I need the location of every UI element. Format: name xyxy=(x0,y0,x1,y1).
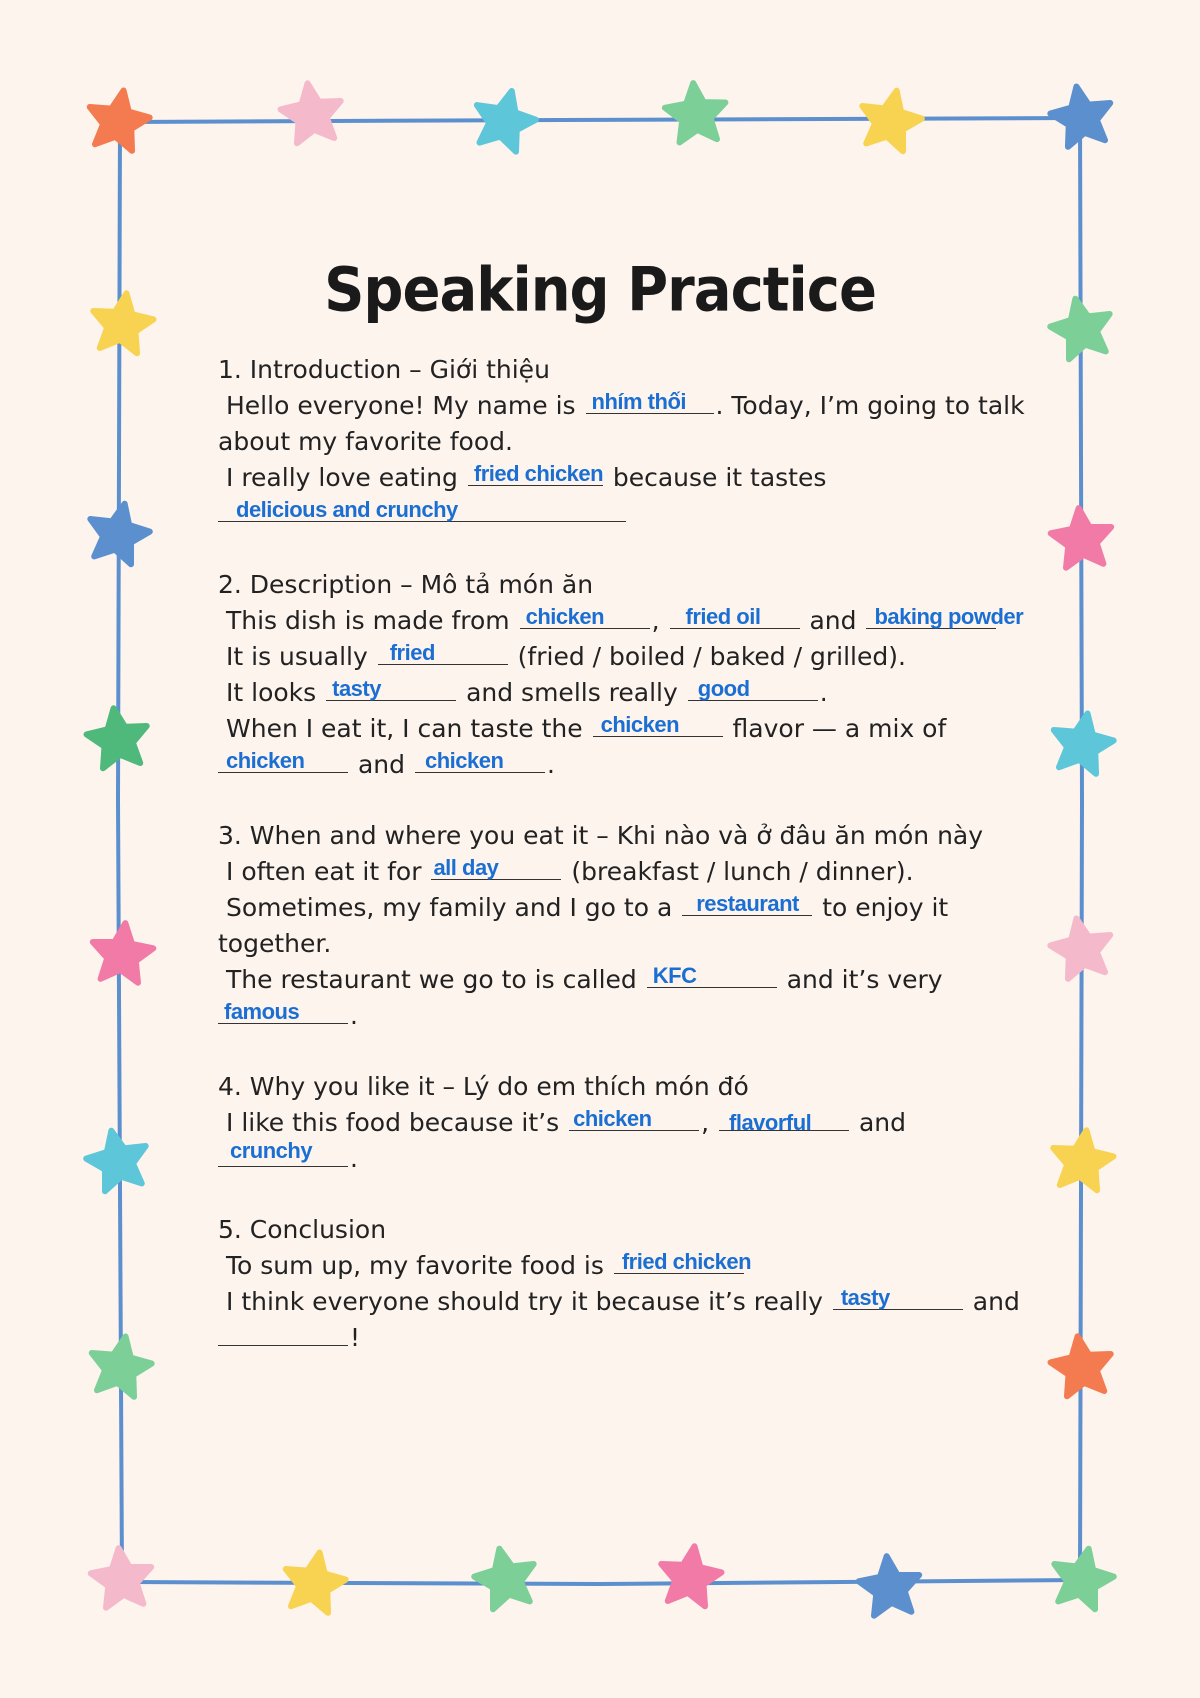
text: and it’s very xyxy=(786,965,943,994)
food-blank[interactable] xyxy=(468,463,603,486)
text: because it tastes xyxy=(612,463,827,492)
conclusion-line-2 xyxy=(218,1284,1018,1320)
when-line-2 xyxy=(218,890,1018,926)
answer-text: chicken xyxy=(525,604,605,629)
text: to enjoy it xyxy=(822,893,949,922)
description-line-1 xyxy=(218,603,1024,639)
text: ! xyxy=(350,1323,361,1352)
section-conclusion xyxy=(218,1212,1018,1356)
conclusion-line-1 xyxy=(218,1248,1018,1284)
text: This dish is made from xyxy=(226,606,510,635)
text: . xyxy=(546,750,555,779)
section-introduction xyxy=(218,352,1025,532)
star-icon xyxy=(1047,1542,1119,1611)
star-icon xyxy=(82,1124,154,1193)
text: It is usually xyxy=(226,642,368,671)
description-line-5 xyxy=(218,747,1018,783)
when-line-1 xyxy=(218,854,1018,890)
text: flavor — a mix of xyxy=(732,714,947,743)
text: I really love eating xyxy=(226,463,458,492)
star-icon xyxy=(1047,1332,1115,1398)
star-icon xyxy=(656,1542,724,1608)
text: (breakfast / lunch / dinner). xyxy=(571,857,914,886)
text: and smells really xyxy=(466,678,678,707)
look-blank[interactable] xyxy=(326,678,456,701)
text: and xyxy=(972,1287,1020,1316)
when-line-3 xyxy=(218,926,1018,962)
ingredient-2-blank[interactable] xyxy=(670,606,800,629)
conclusion-line-3 xyxy=(218,1320,1018,1356)
reason-1-blank[interactable] xyxy=(569,1108,699,1131)
restaurant-name-blank[interactable] xyxy=(647,965,777,988)
section-heading: 4. Why you like it – Lý do em thích món đó xyxy=(218,1072,749,1101)
text: and xyxy=(809,606,857,635)
text: I think everyone should try it because it’s really xyxy=(226,1287,823,1316)
text: , xyxy=(701,1108,710,1137)
section-why xyxy=(218,1069,1018,1177)
answer-text: fried chicken xyxy=(473,461,604,486)
text: (fried / boiled / baked / grilled). xyxy=(517,642,906,671)
place-blank[interactable] xyxy=(682,893,812,916)
answer-text: famous xyxy=(224,999,300,1024)
mix-2-blank[interactable] xyxy=(415,750,545,773)
meal-blank[interactable] xyxy=(431,857,561,880)
ingredient-1-blank[interactable] xyxy=(520,606,650,629)
intro-line-4 xyxy=(218,496,1018,532)
answer-text: restaurant xyxy=(696,891,799,916)
text: I often eat it for xyxy=(226,857,422,886)
answer-text: crunchy xyxy=(230,1138,313,1163)
text: . xyxy=(350,1144,358,1173)
description-line-3 xyxy=(218,675,1018,711)
section-heading: 2. Description – Mô tả món ăn xyxy=(218,570,594,599)
section-when-where xyxy=(218,818,1018,1034)
text: . xyxy=(819,678,828,707)
answer-text: tasty xyxy=(332,676,381,701)
smell-blank[interactable] xyxy=(688,678,818,701)
quality-blank[interactable] xyxy=(218,1001,348,1024)
answer-text: delicious and crunchy xyxy=(236,497,458,522)
reason-3-blank[interactable] xyxy=(218,1138,348,1167)
answer-text: tasty xyxy=(840,1285,890,1310)
star-icon xyxy=(84,85,154,153)
text: I like this food because it’s xyxy=(226,1108,560,1137)
name-blank[interactable] xyxy=(586,391,714,414)
text: . xyxy=(350,1001,358,1030)
section-description xyxy=(218,567,1024,783)
why-line-1 xyxy=(218,1105,1018,1141)
text: When I eat it, I can taste the xyxy=(226,714,583,743)
answer-text: fried oil xyxy=(685,604,761,629)
intro-line-2 xyxy=(218,424,1018,460)
star-icon xyxy=(663,80,729,143)
answer-text: chicken xyxy=(226,748,305,773)
when-line-4 xyxy=(218,962,1018,998)
text: To sum up, my favorite food is xyxy=(226,1251,604,1280)
star-icon xyxy=(88,1545,155,1609)
final-blank[interactable] xyxy=(218,1323,348,1346)
text: together. xyxy=(218,929,332,958)
star-icon xyxy=(1048,1126,1116,1192)
star-icon xyxy=(1048,505,1115,569)
answer-text: chicken xyxy=(600,712,680,737)
method-blank[interactable] xyxy=(378,642,508,665)
reason-2-blank[interactable] xyxy=(719,1108,849,1135)
section-heading: 1. Introduction – Giới thiệu xyxy=(218,355,550,384)
star-icon xyxy=(1048,708,1118,776)
answer-text: nhím thối xyxy=(591,389,686,414)
description-line-4 xyxy=(218,711,1018,747)
why-line-2 xyxy=(218,1138,1018,1177)
answer-text: all day xyxy=(433,855,499,880)
description-line-2 xyxy=(218,639,1018,675)
text: and xyxy=(357,750,405,779)
answer-text: fried chicken xyxy=(621,1249,752,1274)
really-blank[interactable] xyxy=(833,1287,963,1310)
text: The restaurant we go to is called xyxy=(226,965,637,994)
answer-text: flavorful xyxy=(729,1110,812,1135)
text: Hello everyone! My name is xyxy=(226,391,576,420)
text: and xyxy=(858,1108,906,1137)
answer-text: good xyxy=(697,676,750,701)
favorite-food-blank[interactable] xyxy=(614,1249,752,1274)
answer-text: chicken xyxy=(573,1106,652,1131)
star-icon xyxy=(856,1553,923,1617)
star-icon xyxy=(1047,81,1117,149)
flavor-blank[interactable] xyxy=(593,714,723,737)
section-heading: 5. Conclusion xyxy=(218,1215,387,1244)
text: Sometimes, my family and I go to a xyxy=(226,893,673,922)
page-title: Speaking Practice xyxy=(324,255,876,326)
text: about my favorite food. xyxy=(218,427,513,456)
answer-text: baking powder xyxy=(874,604,1024,629)
star-icon xyxy=(277,79,345,145)
answer-text: fried xyxy=(389,640,435,665)
intro-line-1 xyxy=(218,388,1025,424)
section-heading: 3. When and where you eat it – Khi nào và ở đâu ăn món này xyxy=(218,821,984,850)
mix-1-blank[interactable] xyxy=(218,750,348,773)
text: . Today, I’m going to talk xyxy=(715,391,1025,420)
star-icon xyxy=(86,1331,156,1399)
taste-blank[interactable] xyxy=(218,499,626,522)
ingredient-3-blank[interactable] xyxy=(866,604,1024,629)
text: It looks xyxy=(226,678,317,707)
when-line-5 xyxy=(218,998,1018,1034)
star-icon xyxy=(1047,913,1117,981)
text: , xyxy=(651,606,660,635)
star-icon xyxy=(83,497,155,566)
intro-line-3 xyxy=(218,460,1018,496)
answer-text: KFC xyxy=(652,963,697,988)
star-icon xyxy=(470,1542,542,1611)
answer-text: chicken xyxy=(424,748,504,773)
worksheet-content xyxy=(218,352,1025,1391)
star-icon xyxy=(89,920,156,984)
star-icon xyxy=(83,704,151,770)
